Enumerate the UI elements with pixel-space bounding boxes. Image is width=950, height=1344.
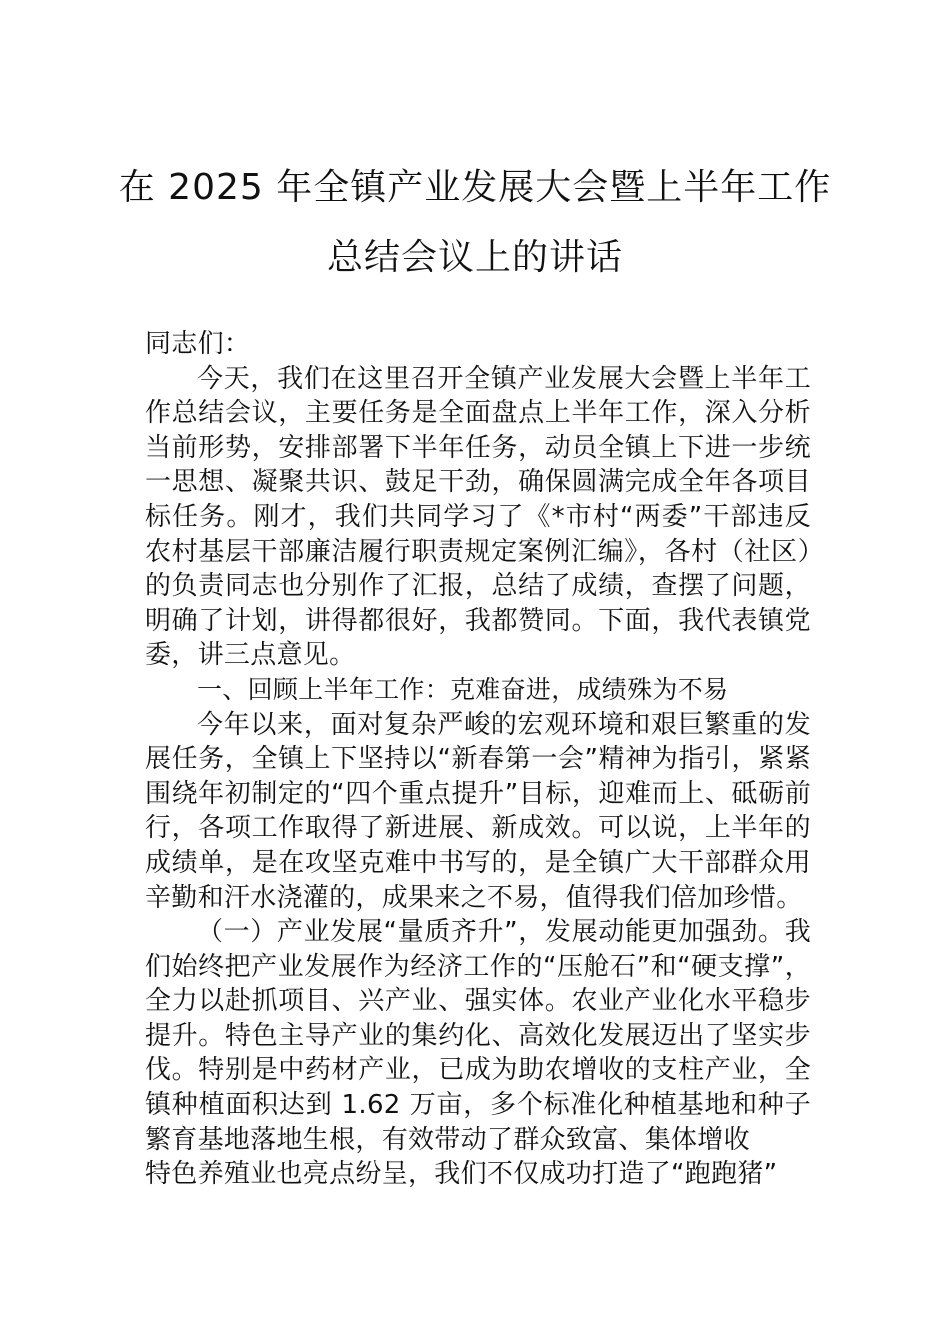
section-paragraph: 今年以来，面对复杂严峻的宏观环境和艰巨繁重的发展任务，全镇上下坚持以“新春第一会”精神为指引，紧紧围绕年初制定的“四个重点提升”目标，迎难而上、砥砺前行，各项工作取得了新进展、新成效。可以说，上半年的成绩单，是在攻坚克难中书写的，是全镇广大干部群众用辛勤和汗水浇灌的，成果来之不易，值得我们倍加珍惜。 [145, 709, 811, 913]
intro-paragraph: 今天，我们在这里召开全镇产业发展大会暨上半年工作总结会议，主要任务是全面盘点上半年工作，深入分析当前形势，安排部署下半年任务，动员全镇上下进一步统一思想、凝聚共识、鼓足干劲，确保圆满完成全年各项目标任务。刚才，我们共同学习了《*市村“两委”干部违反农村基层干部廉洁履行职责规定案例汇编》，各村（社区）的负责同志也分别作了汇报，总结了成绩，查摆了问题，明确了计划，讲得都很好，我都赞同。下面，我代表镇党委，讲三点意见。 [145, 363, 811, 671]
document-body [145, 327, 811, 1192]
subsection-paragraph: （一）产业发展“量质齐升”，发展动能更加强劲。我们始终把产业发展作为经济工作的“压舱石”和“硬支撑”，全力以赴抓项目、兴产业、强实体。农业产业化水平稳步提升。特色主导产业的集约化、高效化发展迈出了坚实步伐。特别是中药材产业，已成为助农增收的支柱产业，全镇种植面积达到 1.62 万亩，多个标准化种植基地和种子繁育基地落地生根，有效带动了群众致富、集体增收 [145, 917, 811, 1155]
subsection-paragraph-continued: 特色养殖业也亮点纷呈，我们不仅成功打造了“跑跑猪” [145, 1159, 778, 1190]
salutation: 同志们： [145, 329, 251, 359]
document-title-line-2: 总结会议上的讲话 [326, 237, 623, 278]
document-title-line-1: 在 2025 年全镇产业发展大会暨上半年工作 [118, 167, 832, 208]
section-heading: 一、回顾上半年工作：克难奋进，成绩殊为不易 [197, 674, 729, 704]
